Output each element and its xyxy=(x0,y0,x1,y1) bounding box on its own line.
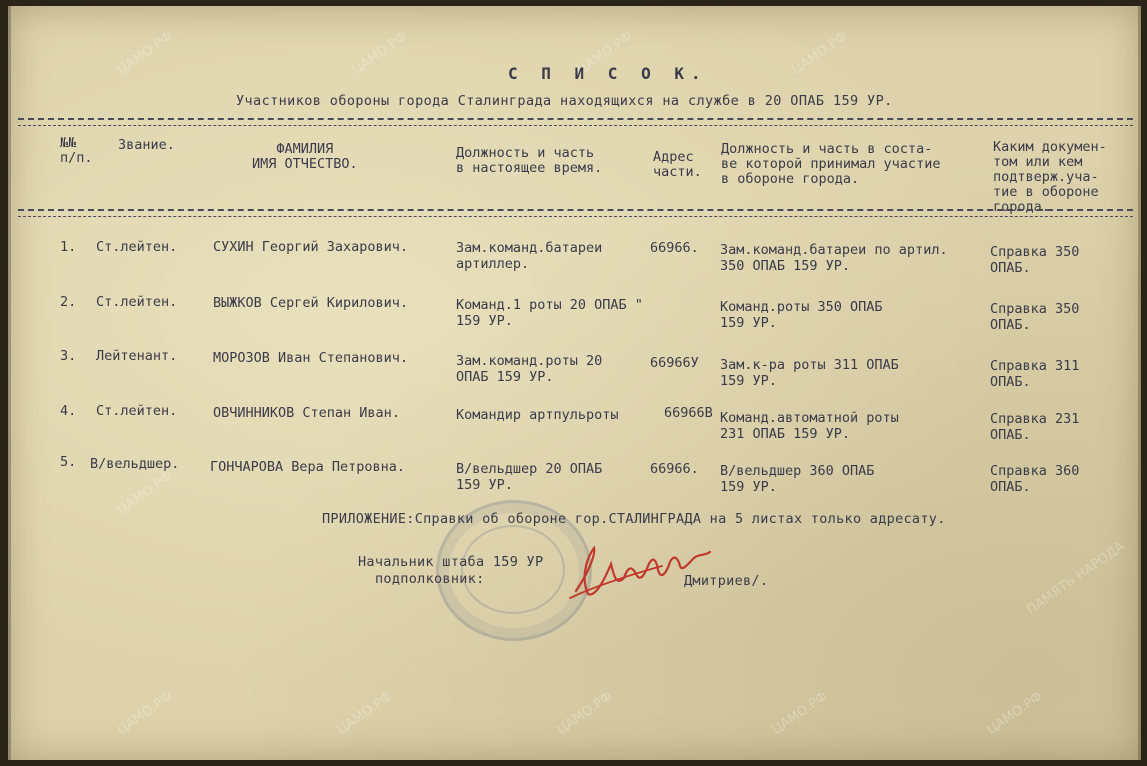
row-defense-position: Команд.автоматной роты 231 ОПАБ 159 УР. xyxy=(720,410,899,442)
row-position: В/вельдшер 20 ОПАБ 159 УР. xyxy=(456,461,603,493)
paper-edge xyxy=(8,6,11,760)
row-num: 2. xyxy=(60,294,77,310)
row-rank: Ст.лейтен. xyxy=(96,239,178,255)
watermark: ПАМЯТЬ НАРОДА xyxy=(1024,539,1128,618)
watermark: ЦАМО.РФ xyxy=(769,689,831,738)
row-name: МОРОЗОВ Иван Степанович. xyxy=(213,350,409,366)
watermark: ЦАМО.РФ xyxy=(554,689,616,738)
row-num: 5. xyxy=(60,454,77,470)
watermark: ЦАМО.РФ xyxy=(349,29,411,78)
row-defense-position: В/вельдшер 360 ОПАБ 159 УР. xyxy=(720,463,875,495)
header-rank: Звание. xyxy=(118,137,175,153)
row-defense-position: Зам.команд.батареи по артил. 350 ОПАБ 159 УР. xyxy=(720,242,948,274)
row-name: СУХИН Георгий Захарович. xyxy=(213,239,409,255)
watermark: ЦАМО.РФ xyxy=(574,29,636,78)
header-num: №№ п/п. xyxy=(60,135,93,166)
row-rank: Ст.лейтен. xyxy=(96,403,178,419)
divider xyxy=(18,118,1133,120)
header-document: Каким докумен- том или кем подтверж.уча- тие в обороне города. xyxy=(993,139,1107,215)
row-num: 4. xyxy=(60,403,77,419)
row-num: 3. xyxy=(60,348,77,364)
row-address: 66966У xyxy=(650,355,699,371)
watermark: ЦАМО.РФ xyxy=(114,469,176,518)
signature-title: Начальник штаба 159 УР xyxy=(358,554,544,570)
divider xyxy=(18,125,1133,126)
row-position: Зам.команд.роты 20 ОПАБ 159 УР. xyxy=(456,353,603,385)
document-title: С П И С О К. xyxy=(508,64,708,83)
appendix-note: ПРИЛОЖЕНИЕ:Справки об обороне гор.СТАЛИНГРАДА на 5 листах только адресату. xyxy=(322,511,946,527)
row-name: ГОНЧАРОВА Вера Петровна. xyxy=(210,459,406,475)
row-defense-position: Зам.к-ра роты 311 ОПАБ 159 УР. xyxy=(720,357,899,389)
divider xyxy=(18,216,1133,217)
header-address: Адрес части. xyxy=(653,149,702,180)
row-document: Справка 350 ОПАБ. xyxy=(990,244,1080,276)
watermark: ЦАМО.РФ xyxy=(114,29,176,78)
row-position: Команд.1 роты 20 ОПАБ " 159 УР. xyxy=(456,297,643,329)
handwritten-signature xyxy=(566,536,716,606)
row-rank: В/вельдшер. xyxy=(90,456,180,472)
paper-edge xyxy=(1138,6,1141,760)
row-rank: Ст.лейтен. xyxy=(96,294,178,310)
header-defense-position: Должность и часть в соста- ве которой принимал участие в обороне города. xyxy=(721,141,941,187)
header-position: Должность и часть в настоящее время. xyxy=(456,145,603,176)
row-document: Справка 231 ОПАБ. xyxy=(990,411,1080,443)
row-position: Зам.команд.батареи артиллер. xyxy=(456,240,603,272)
watermark: ЦАМО.РФ xyxy=(984,689,1046,738)
watermark: ЦАМО.РФ xyxy=(334,689,396,738)
signature-rank: подполковник: xyxy=(375,571,485,587)
row-address: 66966. xyxy=(650,240,699,256)
divider xyxy=(18,209,1133,211)
row-name: ВЫЖКОВ Сергей Кирилович. xyxy=(213,295,409,311)
watermark: ЦАМО.РФ xyxy=(114,689,176,738)
document-page xyxy=(8,6,1141,760)
row-document: Справка 311 ОПАБ. xyxy=(990,358,1080,390)
row-name: ОВЧИННИКОВ Степан Иван. xyxy=(213,405,400,421)
row-address: 66966. xyxy=(650,461,699,477)
row-num: 1. xyxy=(60,239,77,255)
watermark: ЦАМО.РФ xyxy=(789,29,851,78)
row-address: 66966В xyxy=(664,405,713,421)
signature-name: Дмитриев/. xyxy=(684,573,769,589)
row-document: Справка 350 ОПАБ. xyxy=(990,301,1080,333)
row-position: Командир артпульроты xyxy=(456,407,619,423)
row-defense-position: Команд.роты 350 ОПАБ 159 УР. xyxy=(720,299,883,331)
row-document: Справка 360 ОПАБ. xyxy=(990,463,1080,495)
row-rank: Лейтенант. xyxy=(96,348,178,364)
header-name: ФАМИЛИЯ ИМЯ ОТЧЕСТВО. xyxy=(252,141,358,172)
document-subtitle: Участников обороны города Сталинграда находящихся на службе в 20 ОПАБ 159 УР. xyxy=(236,93,893,109)
